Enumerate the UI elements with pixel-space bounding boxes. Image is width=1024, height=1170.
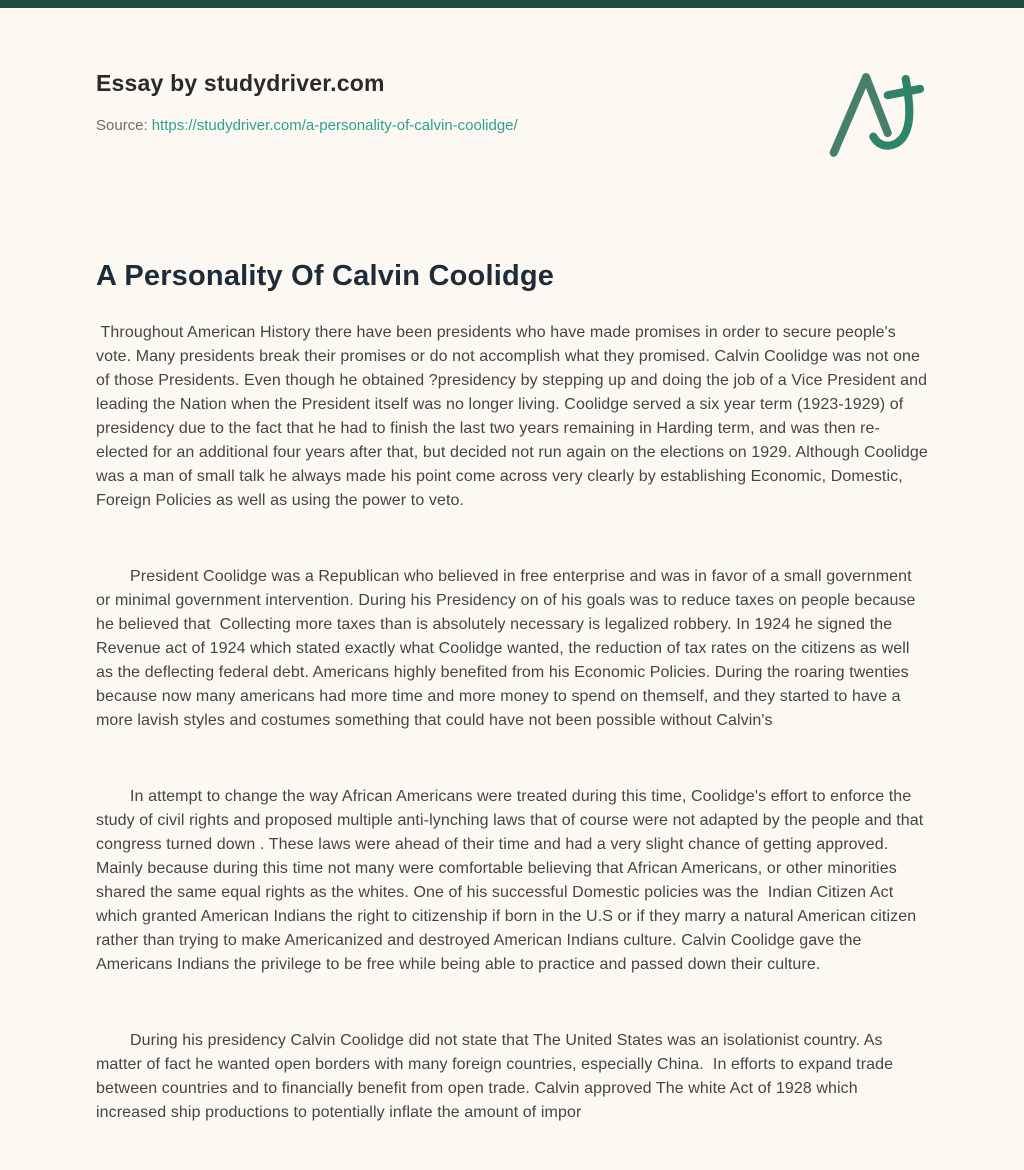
header (96, 70, 928, 160)
byline: Essay by studydriver.com (96, 70, 385, 96)
page-content (0, 70, 1024, 1125)
essay-paragraph-4: During his presidency Calvin Coolidge did not state that The United States was an isolationist country. As matter of fact he wanted open borders with many foreign countries, especially China. In efforts to expand trade between countries and to financially benefit from open trade. Calvin approved The white Act of 1928 which increased ship productions to potentially inflate the amount of impor (96, 1032, 898, 1121)
source-line (96, 117, 518, 134)
source-label: Source: (96, 117, 148, 134)
essay-body (96, 260, 933, 1125)
header-text (96, 70, 518, 134)
essay-paragraph-1: Throughout American History there have been presidents who have made promises in order to secure people's vote. Many presidents break their promises or do not accomplish what they promised. Calvin Coolidge was not one of those Presidents. Even though he obtained ?presidency by stepping up and doing the job of a Vice President and leading the Nation when the President itself was no longer living. Coolidge served a six year term (1923-1929) of presidency due to the fact that he had to finish the last two years remaining in Harding term, and was then re-elected for an additional four years after that, but decided not run again on the elections on 1929. Although Coolidge was a man of small talk he always made his point come across very clearly by establishing Economic, Domestic, Foreign Policies as well as using the power to veto. (96, 324, 933, 509)
essay-paragraph-3: In attempt to change the way African Americans were treated during this time, Coolidge's effort to enforce the study of civil rights and proposed multiple anti-lynching laws that of course were not adapted by the people and that congress turned down . These laws were ahead of their time and had a very slight chance of getting approved. Mainly because during this time not many were comfortable believing that African Americans, or other minorities shared the same equal rights as the whites. One of his successful Domestic policies was the Indian Citizen Act which granted American Indians the right to citizenship if born in the U.S or if they marry a natural American citizen rather than trying to make Americanized and destroyed American Indians culture. Calvin Coolidge gave the Americans Indians the privilege to be free while being able to practice and passed down their culture. (96, 788, 928, 973)
top-accent-bar (0, 0, 1024, 8)
studydriver-logo-icon (826, 70, 926, 160)
essay-paragraph-2: President Coolidge was a Republican who believed in free enterprise and was in favor of a small government or minimal government intervention. During his Presidency on of his goals was to reduce taxes on people because he believed that Collecting more taxes than is absolutely necessary is legalized robbery. In 1924 he signed the Revenue act of 1924 which stated exactly what Coolidge wanted, the reduction of tax rates on the citizens as well as the deflecting federal debt. Americans highly benefited from his Economic Policies. During the roaring twenties because now many americans had more time and more money to spend on themself, and they started to have a more lavish styles and costumes something that could have not been possible without Calvin's (96, 568, 921, 729)
essay-title: A Personality Of Calvin Coolidge (96, 260, 555, 292)
source-url-link[interactable]: https://studydriver.com/a-personality-of-calvin-coolidge/ (151, 117, 518, 134)
